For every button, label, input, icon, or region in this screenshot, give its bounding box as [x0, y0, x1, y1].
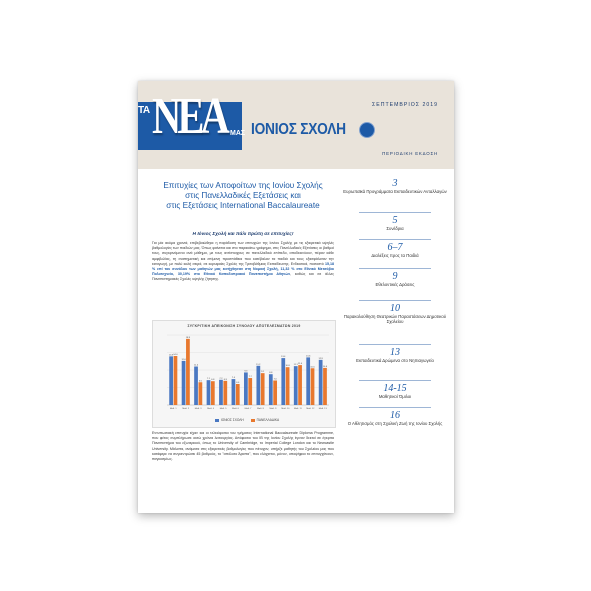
chart-data-label: 11.0: [193, 364, 199, 367]
toc-page-number: 3: [392, 178, 398, 189]
chart-data-label: 11.1: [293, 364, 298, 367]
chart-bar: [223, 378, 227, 405]
issue-type: ΠΕΡΙΟΔΙΚΗ ΕΚΔΟΣΗ: [382, 151, 438, 156]
chart-category-label: Μάθ. 6: [232, 408, 239, 410]
toc-divider: [359, 239, 431, 240]
toc-item: [341, 272, 449, 287]
toc-item: [341, 243, 449, 258]
chart-bar: [185, 336, 191, 405]
masthead: [138, 81, 454, 169]
chart-category-label: Μάθ. 1: [169, 408, 177, 410]
chart-data-label: 13.6: [306, 355, 311, 358]
chart-category-label: Μάθ. 2: [182, 408, 190, 410]
chart-bar: [322, 365, 328, 405]
chart-data-label: 10.5: [310, 366, 315, 369]
school-crest-icon: [359, 122, 375, 138]
chart-bar: [211, 381, 215, 405]
chart-data-label: 6.9: [223, 378, 227, 381]
chart-data-label: 6.0: [236, 382, 240, 384]
chart-data-label: 12.6: [181, 358, 186, 361]
chart-legend: [153, 418, 335, 422]
chart-category-label: Μάθ. 13: [318, 408, 327, 410]
toc-divider: [359, 300, 431, 301]
logo-mas: ΜΑΣ: [230, 130, 246, 137]
chart-bar: [244, 372, 248, 405]
chart-category-label: Μάθ. 10: [281, 408, 290, 410]
chart-category-label: Μάθ. 9: [269, 408, 277, 410]
chart-bar: [273, 378, 277, 406]
toc-item: [341, 348, 449, 363]
logo-ta: ΤΑ: [138, 105, 150, 116]
chart-data-label: 7.2: [219, 377, 223, 380]
chart-bar: [294, 366, 298, 405]
chart-data-label: 7.4: [231, 377, 235, 380]
chart-data-label: 6.5: [198, 380, 202, 383]
chart-data-label: 10.8: [285, 365, 290, 368]
chart-bar: [169, 356, 173, 405]
chart-data-label: 7.7: [248, 376, 252, 379]
toc-page-number: 5: [392, 215, 398, 226]
toc-divider: [359, 268, 431, 269]
chart-bar: [193, 364, 199, 406]
para1-text-b: 15,18 % επί του συνόλου των μαθητών μας εισήχθησαν στη Νομική Σχολή, 11,32 % στο Εθνικό Μετσόβιο Πολυτεχνείο, 30,19% στο Εθνικό Καποδιστριακό Πανεπιστήμιο Αθηνών: [152, 261, 334, 277]
chart-data-label: 8.8: [269, 372, 273, 375]
chart-bar: [199, 382, 203, 405]
chart-data-label: 18.9: [185, 336, 191, 339]
legend-label-ionios: ΙΟΝΙΟΣ ΣΧΟΛΗ: [220, 418, 244, 422]
article-title-line2: στις Πανελλαδικές Εξετάσεις και: [185, 191, 301, 201]
para1-text-a: Για μία ακόμα χρονιά, επιβεβαιώθηκε η παράδοση των επιτυχιών της Ιονίου Σχολής με τις εξαιρετικά υψηλές βαθμολογίες των παιδιών μας. Όπως φαίνεται και στο παρακάτω γράφημα, στις Πανελλαδικές Εξετάσεις οι βαθμοί τους, συγκρινόμενοι ανά μάθημα, με τους αντίστοιχους σε πανελλαδικό επίπεδο, αποδεικνύουν, πέραν κάθε αμφιβολίας, τη συστηματική και επίμονη προσπάθεια που κατέβαλαν τα παιδιά και τους εξασφάλισαν την εισαγωγή, με πολύ καλή σειρά, σε κορυφαίες Σχολές της Τριτοβάθμιας Εκπαίδευσης. Ενδεικτικά, ποσοστό: [152, 241, 334, 266]
chart-category-label: Μάθ. 5: [219, 408, 227, 410]
chart-title: ΣΥΓΚΡΙΤΙΚΗ ΑΠΕΙΚΟΝΙΣΗ ΣΥΝΟΛΟΥ ΑΠΟΤΕΛΕΣΜΑΤΩΝ 2019: [187, 324, 301, 328]
chart-data-label: 10.6: [322, 365, 328, 368]
toc-item: [341, 216, 449, 231]
para1-text-c: , καθώς και σε άλλες Πανεπιστημιακές Σχολές υψηλής ζήτησης.: [152, 272, 334, 282]
toc-page-number: 6–7: [387, 242, 403, 253]
chart-data-label: 12.9: [318, 357, 323, 360]
article-title: [152, 181, 334, 212]
article-title-line3: στις Εξετάσεις International Baccalaureate: [166, 201, 320, 211]
chart-bar: [298, 365, 302, 405]
chart-bar: [232, 379, 236, 405]
toc-label: Συνέδρια: [386, 226, 404, 231]
legend-swatch-panelladika: [251, 419, 255, 422]
chart-bar: [311, 368, 315, 405]
chart-data-label: 7.1: [206, 378, 211, 381]
newsletter-logo: [138, 88, 246, 150]
chart-data-label: 7.0: [273, 378, 277, 381]
article-paragraph-1: [152, 241, 334, 283]
chart-bar: [236, 384, 240, 405]
chart-bar: [256, 363, 261, 405]
results-chart: [152, 320, 336, 428]
toc-page-number: 16: [390, 410, 400, 421]
toc-item: [341, 179, 449, 194]
toc-item: [341, 411, 449, 426]
newsletter-page: [138, 81, 454, 513]
toc-divider: [359, 407, 431, 408]
chart-data-label: 9.1: [261, 371, 265, 374]
toc-item: [341, 304, 449, 325]
school-name: ΙΟΝΙΟΣ ΣΧΟΛΗ: [251, 121, 346, 138]
chart-bar: [248, 378, 252, 405]
chart-data-label: 14.0: [173, 354, 178, 356]
chart-data-label: 11.4: [298, 363, 303, 366]
article-paragraph-2: Εντυπωσιακή επιτυχία είχαν και οι τελειόφοιτοι του τμήματος International Baccalaureate Diploma Programme, που φέτος συμπλήρωσε οκτώ χρόνια λειτουργίας. Απόφοιτοι του IB της Ιονίου Σχολής έγιναν δεκτοί σε έγκριτα Πανεπιστήμια του εξωτερικού, όπως το University of Cambridge, το Imperial College London και το Newcastle University. Μάλιστα, ανάμεσα στις εξαιρετικές βαθμολογίες που πέτυχαν, υπήρξε μαθητής του Σχολείου μας που κατάφερε να συγκεντρώσει 45 βαθμούς, το ''απόλυτο Άριστα'', που ελάχιστοι, μόνον, υποψήφιοι το επιτυγχάνουν, παγκοσμίως.: [152, 431, 334, 462]
chart-category-label: Μάθ. 7: [244, 408, 252, 410]
chart-data-label: 11.2: [256, 363, 261, 366]
chart-category-label: Μάθ. 4: [207, 408, 214, 410]
chart-data-label: 13.9: [168, 354, 174, 357]
toc-label: Εθελοντικές Δράσεις: [375, 282, 415, 287]
toc-divider: [359, 380, 431, 381]
chart-category-label: Μάθ. 12: [306, 408, 315, 410]
toc-label: Παρακολούθηση Θεατρικών Παραστάσεων Δημοτικού Σχολείου: [343, 314, 447, 325]
chart-bar: [269, 374, 273, 405]
toc-label: Ευρωπαϊκά Προγράμματα Εκπαιδευτικών Ανταλλαγών: [343, 189, 447, 194]
toc-page-number: 10: [390, 303, 400, 314]
article-subtitle: Η Ιόνιος Σχολή και πάλι πρώτη σε επιτυχίες!: [192, 232, 294, 237]
toc-page-number: 13: [390, 347, 400, 358]
chart-plot: [153, 321, 335, 427]
toc-item: [341, 384, 449, 399]
chart-bar: [286, 367, 290, 405]
logo-nea: ΝΕΑ: [152, 88, 226, 145]
chart-bar: [207, 380, 211, 405]
toc-label: Ο Αθλητισμός στη Σχολική Ζωή της Ιονίου Σχολής: [347, 421, 443, 426]
chart-bar: [181, 358, 186, 405]
chart-bar: [219, 377, 223, 405]
toc-label: Εκπαιδευτικά Δρώμενα στο Νηπιαγωγείο: [356, 358, 434, 363]
legend-label-panelladika: ΠΑΝΕΛΛΑΔΙΚΑ: [256, 418, 280, 422]
chart-data-label: 6.8: [211, 379, 215, 382]
chart-category-label: Μάθ. 3: [194, 408, 202, 410]
legend-swatch-ionios: [215, 419, 219, 422]
chart-bar: [306, 357, 310, 405]
issue-date: ΣΕΠΤΕΜΒΡΙΟΣ 2019: [372, 102, 438, 108]
toc-page-number: 14-15: [383, 383, 407, 394]
toc-divider: [359, 344, 431, 345]
chart-bar: [174, 356, 178, 405]
chart-category-label: Μάθ. 11: [293, 408, 302, 410]
chart-data-label: 13.4: [281, 356, 286, 359]
toc-divider: [359, 212, 431, 213]
chart-category-label: Μάθ. 8: [257, 408, 264, 410]
toc-label: Μαθητικοί Όμιλοι: [378, 394, 412, 399]
toc-page-number: 9: [392, 271, 398, 282]
chart-bar: [261, 373, 265, 405]
chart-data-label: 9.3: [244, 370, 248, 373]
toc-label: Διαλέξεις προς τα Παιδιά: [371, 253, 419, 258]
article-title-line1: Επιτυχίες των Αποφοίτων της Ιονίου Σχολής: [163, 181, 323, 190]
